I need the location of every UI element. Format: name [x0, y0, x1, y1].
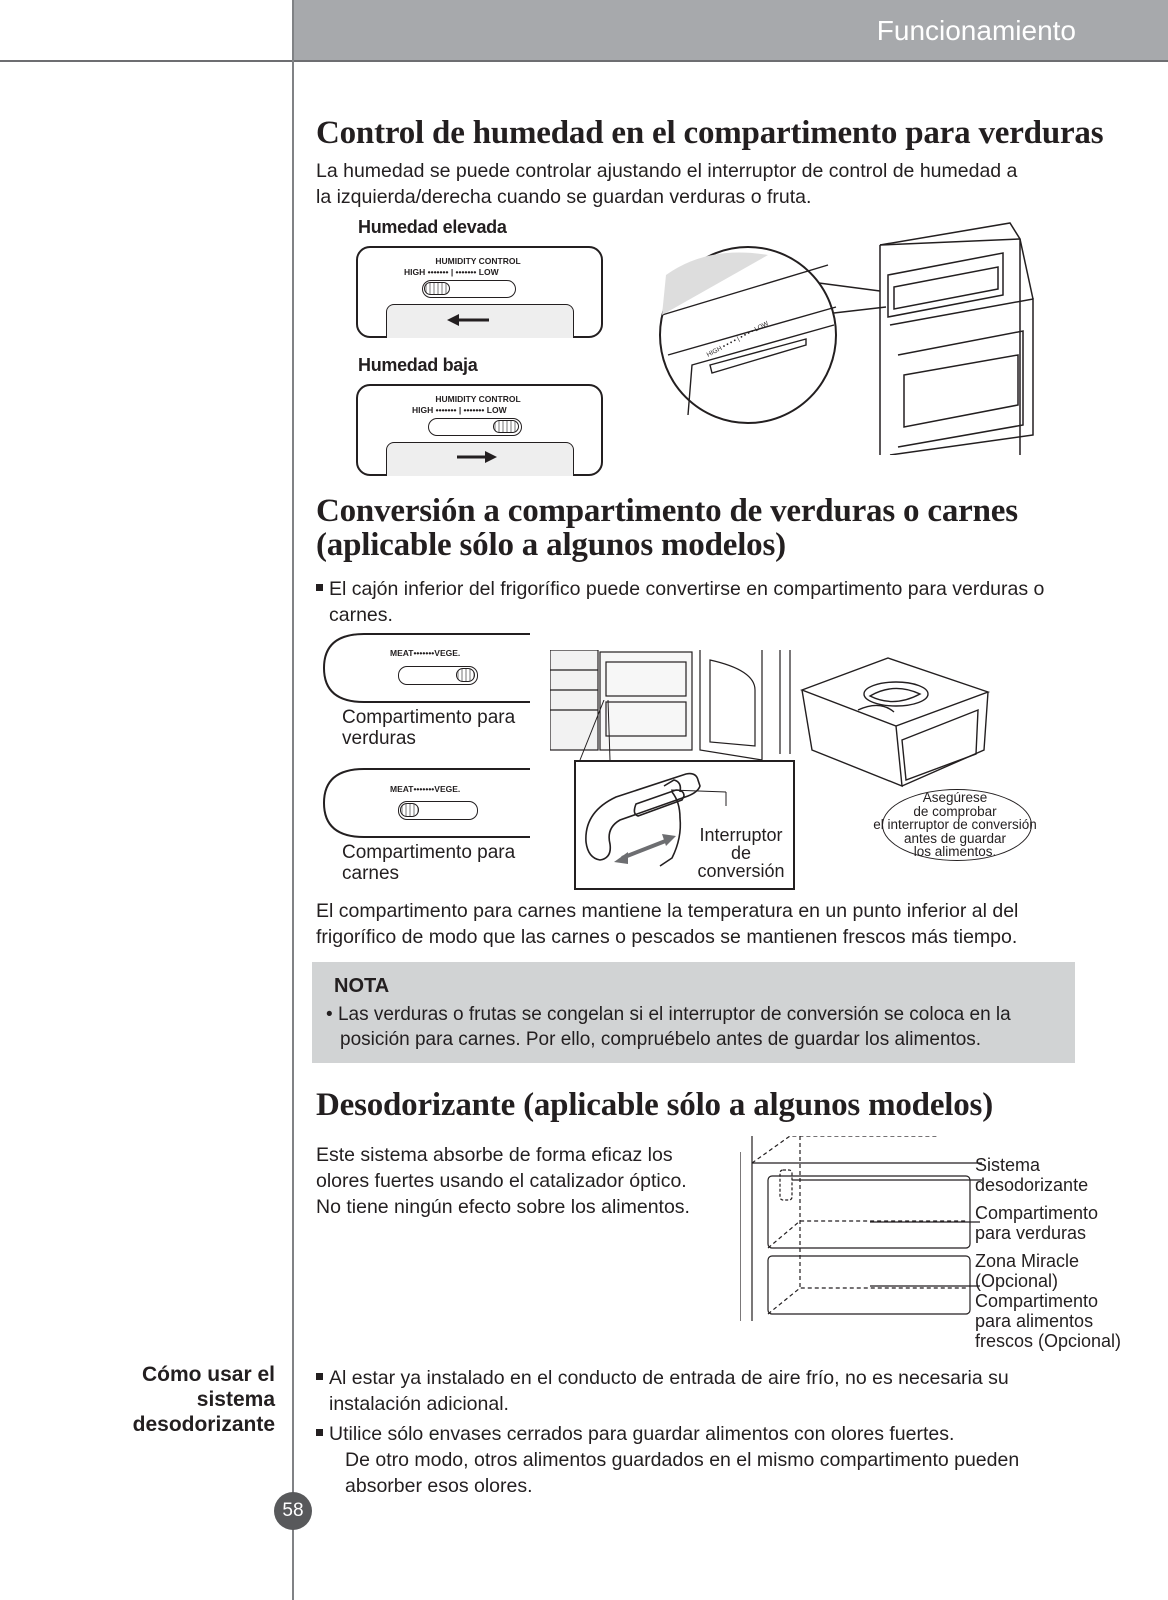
- check-switch-note: [860, 791, 1050, 859]
- bullet-square: [316, 1373, 323, 1380]
- diagram-label-line: para alimentos: [975, 1311, 1094, 1331]
- check-note-line: Asegúrese: [922, 790, 988, 805]
- diagram-label-line: Zona Miracle: [975, 1251, 1080, 1271]
- check-note-line: los alimentos.: [913, 844, 997, 859]
- humidity-control-caption: HUMIDITY CONTROL: [435, 394, 521, 404]
- page-number: 58: [274, 1492, 312, 1530]
- switch-label-line: conversión: [697, 861, 785, 881]
- scale-high-text: HIGH: [412, 405, 434, 415]
- humidity-scale: [404, 267, 499, 277]
- bullet-square: [316, 584, 323, 591]
- vegetable-compartment-label: [975, 1203, 1098, 1243]
- conversion-bullet-text: carnes.: [329, 604, 393, 626]
- side-heading-line: desodorizante: [132, 1413, 275, 1436]
- deodorizer-description: [316, 1142, 690, 1220]
- vegetable-caption-line: Compartimento para: [342, 707, 516, 728]
- meat-vege-scale: [390, 648, 460, 658]
- conversion-slider-track: [398, 801, 478, 820]
- scale-dots: •••••••: [413, 784, 435, 794]
- switch-label-line: Interruptor: [699, 825, 783, 845]
- diagram-label-line: desodorizante: [975, 1175, 1089, 1195]
- scale-low-text: LOW: [478, 267, 499, 277]
- conversion-section-title: [316, 494, 1018, 562]
- humidity-scale: [412, 405, 507, 415]
- check-note-line: el interruptor de conversión: [873, 817, 1037, 832]
- switch-label-line: de: [730, 843, 752, 863]
- closeup-pointer-lines: [574, 700, 614, 762]
- diagram-label-line: para verduras: [975, 1223, 1087, 1243]
- howto-bullet-text: instalación adicional.: [329, 1393, 509, 1415]
- drawer-edge: [386, 442, 574, 476]
- humidity-slider-track: [428, 418, 522, 436]
- switch-closeup-box: [574, 760, 795, 890]
- low-humidity-switch-diagram: [356, 384, 603, 476]
- conversion-title-line: (aplicable sólo a algunos modelos): [316, 527, 786, 563]
- humidity-slider-knob: [493, 420, 519, 433]
- diagram-label-line: Compartimento: [975, 1291, 1099, 1311]
- conversion-bullet: [316, 576, 1106, 628]
- meat-caption: [342, 842, 515, 884]
- svg-text:HIGH • • • • | • • • • LOW: HIGH • • • • | • • • • LOW: [705, 320, 770, 359]
- miracle-zone-label: [975, 1251, 1121, 1351]
- howto-bullet-text: Utilice sólo envases cerrados para guardar alimentos con olores fuertes.: [329, 1423, 955, 1445]
- howto-bullet-text: absorber esos olores.: [345, 1475, 533, 1497]
- high-humidity-label: Humedad elevada: [358, 217, 507, 237]
- conversion-explanation-line: El compartimento para carnes mantiene la temperatura en un punto inferior al del: [316, 900, 1019, 922]
- vege-scale-text: VEGE.: [434, 784, 461, 794]
- drawer-edge: [386, 304, 574, 338]
- low-humidity-label: Humedad baja: [358, 355, 478, 375]
- meat-caption-line: Compartimento para: [342, 842, 516, 863]
- vegetable-caption: [342, 707, 515, 749]
- header-rule: [0, 60, 1168, 62]
- conversion-slider-knob: [456, 668, 475, 682]
- left-arrow-icon: [387, 305, 575, 339]
- humidity-intro: [316, 158, 1017, 210]
- scale-dots: •••••••: [413, 648, 435, 658]
- howto-bullets: [316, 1365, 1116, 1499]
- diagram-label-line: (Opcional): [975, 1271, 1059, 1291]
- scale-dots: ••••••• | •••••••: [427, 267, 477, 277]
- diagram-label-line: Sistema: [975, 1155, 1041, 1175]
- right-arrow-icon: [387, 443, 575, 477]
- meat-vege-scale: [390, 784, 460, 794]
- note-bullet: •: [326, 1004, 333, 1025]
- note-text-line: posición para carnes. Por ello, compruébelo antes de guardar los alimentos.: [340, 1029, 982, 1050]
- bullet-square: [316, 1429, 323, 1436]
- note-text: [326, 1002, 1071, 1052]
- humidity-control-caption: HUMIDITY CONTROL: [435, 256, 521, 266]
- diagram-label-line: frescos (Opcional): [975, 1331, 1122, 1351]
- deodorizer-system-label: [975, 1155, 1088, 1195]
- conversion-slider-knob: [400, 803, 419, 817]
- margin-rule: [292, 0, 294, 1600]
- humidity-intro-line: la izquierda/derecha cuando se guardan verduras o fruta.: [316, 186, 812, 208]
- section-title: Funcionamiento: [876, 15, 1076, 46]
- humidity-intro-line: La humedad se puede controlar ajustando el interruptor de control de humedad a: [316, 160, 1018, 182]
- conversion-explanation-line: frigorífico de modo que las carnes o pescados se mantienen frescos más tiempo.: [316, 926, 1018, 948]
- scale-dots: ••••••• | •••••••: [435, 405, 485, 415]
- conversion-explanation: [316, 898, 1018, 950]
- deodorizer-location-diagram: [740, 1136, 990, 1321]
- howto-side-heading: [133, 1362, 275, 1437]
- vege-scale-text: VEGE.: [434, 648, 461, 658]
- humidity-slider-knob: [424, 282, 450, 295]
- deodorizer-text-line: olores fuertes usando el catalizador óptico.: [316, 1170, 687, 1192]
- high-humidity-switch-diagram: [356, 246, 603, 338]
- scale-high-text: HIGH: [404, 267, 426, 277]
- deodorizer-text-line: Este sistema absorbe de forma eficaz los: [316, 1144, 673, 1166]
- conversion-title-line: Conversión a compartimento de verduras o carnes: [316, 493, 1018, 529]
- note-title: NOTA: [334, 975, 390, 997]
- conversion-slider-track: [398, 666, 478, 685]
- scale-low-text: LOW: [486, 405, 507, 415]
- crisper-drawer-illustration: [648, 215, 1048, 455]
- howto-bullet-text: De otro modo, otros alimentos guardados en el mismo compartimento pueden: [345, 1449, 1020, 1471]
- deodorizer-text-line: No tiene ningún efecto sobre los alimentos.: [316, 1196, 690, 1218]
- meat-caption-line: carnes: [342, 863, 400, 884]
- meat-scale-text: MEAT: [390, 784, 414, 794]
- diagram-label-line: Compartimento: [975, 1203, 1099, 1223]
- meat-drawer-illustration: [798, 650, 998, 790]
- humidity-section-title: Control de humedad en el compartimento para verduras: [316, 115, 1104, 151]
- side-heading-line: sistema: [196, 1388, 275, 1411]
- vegetable-caption-line: verduras: [342, 728, 416, 749]
- humidity-slider-track: [422, 280, 516, 298]
- check-note-line: de comprobar: [913, 803, 997, 819]
- deodorizer-section-title: Desodorizante (aplicable sólo a algunos modelos): [316, 1087, 993, 1123]
- conversion-switch-label: [688, 826, 794, 880]
- note-text-line: Las verduras o frutas se congelan si el interruptor de conversión se coloca en la: [337, 1004, 1011, 1025]
- meat-scale-text: MEAT: [390, 648, 414, 658]
- check-note-line: antes de guardar: [903, 830, 1007, 846]
- conversion-bullet-text: El cajón inferior del frigorífico puede convertirse en compartimento para verduras o: [329, 578, 1045, 600]
- side-heading-line: Cómo usar el: [141, 1363, 275, 1386]
- howto-bullet-text: Al estar ya instalado en el conducto de entrada de aire frío, no es necesaria su: [329, 1367, 1009, 1389]
